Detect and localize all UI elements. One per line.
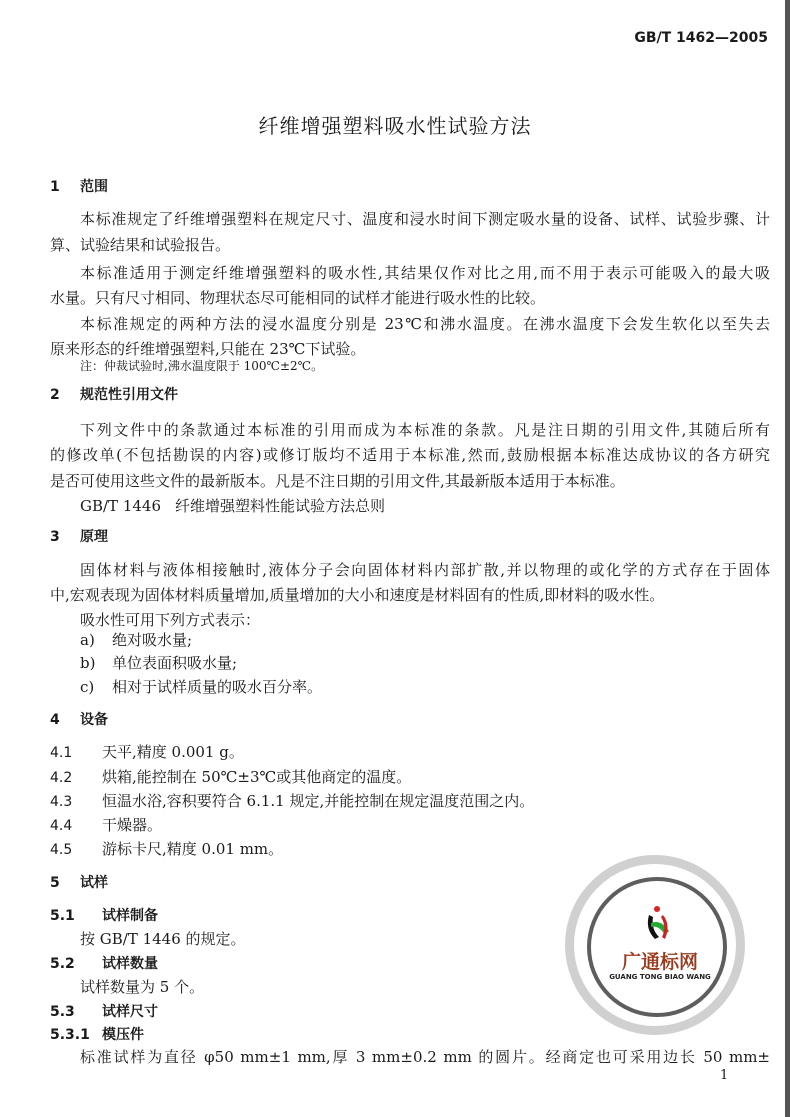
list-item: a) 绝对吸水量; (80, 631, 193, 649)
standard-number: GB/T 1462—2005 (634, 30, 768, 46)
subclause-heading: 5.2 试样数量 (50, 956, 158, 972)
list-item: c) 相对于试样质量的吸水百分率。 (80, 678, 323, 696)
document-title: 纤维增强塑料吸水性试验方法 (258, 114, 532, 138)
paragraph-line: 原来形态的纤维增强塑料,只能在 23℃下试验。 (50, 340, 366, 358)
paragraph-line: 本标准规定的两种方法的浸水温度分别是 23℃和沸水温度。在沸水温度下会发生软化以至失去 (80, 315, 770, 333)
paragraph-line: 标准试样为直径 φ50 mm±1 mm,厚 3 mm±0.2 mm 的圆片。经商定也可采用边长 50 mm± (80, 1048, 770, 1066)
paragraph-line: 算、试验结果和试验报告。 (50, 236, 231, 254)
section-5-heading: 5 试样 (50, 875, 108, 891)
page-number: 1 (720, 1068, 729, 1083)
paragraph-line: 吸水性可用下列方式表示： (80, 611, 261, 629)
list-item: b) 单位表面积吸水量; (80, 654, 238, 672)
paragraph-line: 是否可使用这些文件的最新版本。凡是不注日期的引用文件,其最新版本适用于本标准。 (50, 472, 625, 490)
section-1-heading: 1 范围 (50, 179, 108, 195)
paragraph-line: 水量。只有尺寸相同、物理状态尽可能相同的试样才能进行吸水性的比较。 (50, 289, 546, 307)
subclause-heading: 5.1 试样制备 (50, 908, 158, 924)
watermark-text: 广通标网 (621, 951, 698, 973)
clause: 4.1 天平,精度 0.001 g。 (50, 743, 244, 761)
logo-icon (643, 905, 673, 943)
clause: 4.5 游标卡尺,精度 0.01 mm。 (50, 840, 284, 858)
clause: 4.4 干燥器。 (50, 816, 163, 834)
clause: 4.2 烘箱,能控制在 50℃±3℃或其他商定的温度。 (50, 768, 412, 786)
paragraph-line: 中,宏观表现为固体材料质量增加,质量增加的大小和速度是材料固有的性质,即材料的吸水性。 (50, 586, 665, 604)
section-4-heading: 4 设备 (50, 712, 108, 728)
paragraph-line: 下列文件中的条款通过本标准的引用而成为本标准的条款。凡是注日期的引用文件,其随后所有 (80, 421, 770, 439)
paragraph-line: 本标准适用于测定纤维增强塑料的吸水性,其结果仅作对比之用,而不用于表示可能吸入的最大吸 (80, 264, 770, 282)
watermark-logo (565, 855, 755, 1045)
clause: 4.3 恒温水浴,容积要符合 6.1.1 规定,并能控制在规定温度范围之内。 (50, 792, 535, 810)
paragraph-line: 固体材料与液体相接触时,液体分子会向固体材料内部扩散,并以物理的或化学的方式存在于固体 (80, 561, 770, 579)
paragraph-line: 按 GB/T 1446 的规定。 (80, 930, 246, 948)
subclause-heading: 5.3.1 模压件 (50, 1027, 144, 1043)
subclause-heading: 5.3 试样尺寸 (50, 1004, 158, 1020)
page-edge (785, 0, 790, 1117)
normative-reference: GB/T 1446 纤维增强塑料性能试验方法总则 (80, 497, 386, 515)
paragraph-line: 本标准规定了纤维增强塑料在规定尺寸、温度和浸水时间下测定吸水量的设备、试样、试验步骤、计 (80, 210, 770, 228)
watermark-subtext: GUANG TONG BIAO WANG (609, 973, 711, 981)
section-3-heading: 3 原理 (50, 529, 108, 545)
note: 注：仲裁试验时,沸水温度限于 100℃±2℃。 (80, 359, 324, 373)
paragraph-line: 的修改单(不包括勘误的内容)或修订版均不适用于本标准,然而,鼓励根据本标准达成协议的各方研究 (50, 446, 770, 464)
paragraph-line: 试样数量为 5 个。 (80, 978, 205, 996)
section-2-heading: 2 规范性引用文件 (50, 387, 178, 403)
